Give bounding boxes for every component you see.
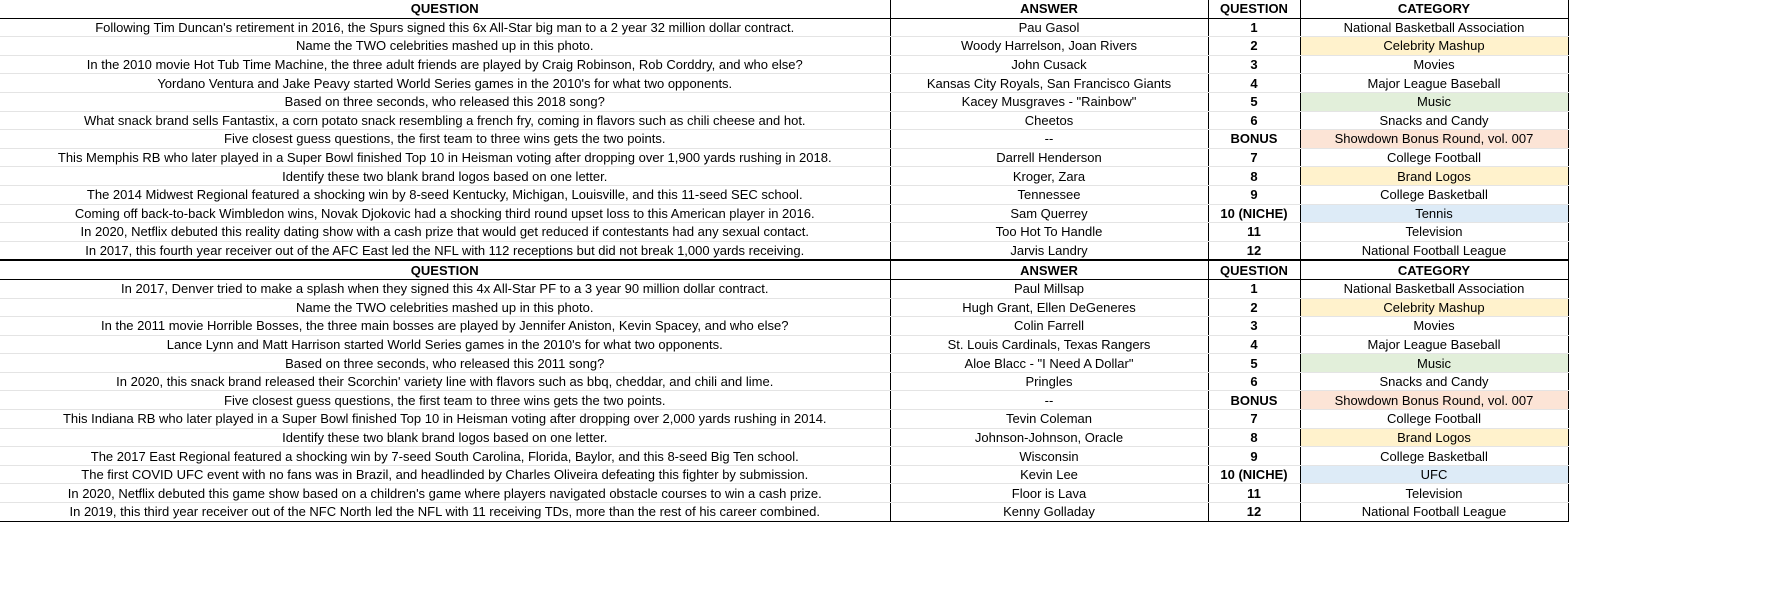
category-cell[interactable]: Snacks and Candy [1300,111,1568,130]
question-cell[interactable]: In the 2010 movie Hot Tub Time Machine, the three adult friends are played by Craig Robinson, Rob Corddry, and who else? [0,55,890,74]
table-row [0,484,1568,503]
question-number-cell[interactable]: 2 [1208,37,1300,56]
category-cell[interactable]: Music [1300,92,1568,111]
question-cell[interactable]: This Indiana RB who later played in a Super Bowl finished Top 10 in Heisman voting after dropping over 2,000 yards rushing in 2014. [0,410,890,429]
answer-cell[interactable]: Hugh Grant, Ellen DeGeneres [890,298,1208,317]
question-number-cell[interactable]: 3 [1208,55,1300,74]
table-row [0,130,1568,149]
answer-cell[interactable]: Pringles [890,372,1208,391]
question-cell[interactable]: Five closest guess questions, the first team to three wins gets the two points. [0,391,890,410]
question-cell[interactable]: Identify these two blank brand logos based on one letter. [0,167,890,186]
category-cell[interactable]: Music [1300,354,1568,373]
question-cell[interactable]: Coming off back-to-back Wimbledon wins, Novak Djokovic had a shocking third round upset loss to this American player in 2016. [0,204,890,223]
question-number-cell[interactable]: 9 [1208,447,1300,466]
question-cell[interactable]: Yordano Ventura and Jake Peavy started World Series games in the 2010's for what two opponents. [0,74,890,93]
answer-cell[interactable]: Jarvis Landry [890,241,1208,260]
answer-cell[interactable]: Kenny Golladay [890,503,1208,522]
header-row [0,260,1568,279]
question-number-cell[interactable]: 9 [1208,185,1300,204]
table-row [0,167,1568,186]
question-number-cell[interactable]: 11 [1208,484,1300,503]
question-number-cell[interactable]: 6 [1208,111,1300,130]
question-cell[interactable]: In 2020, Netflix debuted this game show based on a children's game where players navigated obstacle courses to win a cash prize. [0,484,890,503]
question-cell[interactable]: In the 2011 movie Horrible Bosses, the three main bosses are played by Jennifer Aniston, Kevin Spacey, and who else? [0,317,890,336]
answer-cell[interactable]: Woody Harrelson, Joan Rivers [890,37,1208,56]
column-header[interactable]: QUESTION [0,260,890,279]
table-row [0,354,1568,373]
table-row [0,428,1568,447]
question-cell[interactable]: The 2017 East Regional featured a shocking win by 7-seed South Carolina, Florida, Baylor, and this 8-seed Big Ten school. [0,447,890,466]
table-row [0,335,1568,354]
question-cell[interactable]: In 2017, this fourth year receiver out of the AFC East led the NFL with 112 receptions but did not break 1,000 yards receiving. [0,241,890,260]
category-cell[interactable]: Major League Baseball [1300,74,1568,93]
answer-cell[interactable]: Too Hot To Handle [890,223,1208,242]
category-cell[interactable]: Major League Baseball [1300,335,1568,354]
category-cell[interactable]: Celebrity Mashup [1300,298,1568,317]
question-cell[interactable]: In 2020, Netflix debuted this reality dating show with a cash prize that would get reduced if contestants had any sexual contact. [0,223,890,242]
question-number-cell[interactable]: 10 (NICHE) [1208,465,1300,484]
category-cell[interactable]: Tennis [1300,204,1568,223]
category-cell[interactable]: National Football League [1300,241,1568,260]
table-row [0,55,1568,74]
category-cell[interactable]: National Basketball Association [1300,279,1568,298]
category-cell[interactable]: Movies [1300,317,1568,336]
answer-cell[interactable]: Wisconsin [890,447,1208,466]
category-cell[interactable]: Brand Logos [1300,167,1568,186]
answer-cell[interactable]: John Cusack [890,55,1208,74]
question-number-cell[interactable]: 7 [1208,148,1300,167]
answer-cell[interactable]: Pau Gasol [890,18,1208,37]
category-cell[interactable]: Television [1300,484,1568,503]
answer-cell[interactable]: Floor is Lava [890,484,1208,503]
answer-cell[interactable]: Tennessee [890,185,1208,204]
question-cell[interactable]: In 2020, this snack brand released their Scorchin' variety line with flavors such as bbq, cheddar, and chili and lime. [0,372,890,391]
table-row [0,447,1568,466]
answer-cell[interactable]: Cheetos [890,111,1208,130]
question-cell[interactable]: In 2017, Denver tried to make a splash when they signed this 4x All-Star PF to a 3 year 90 million dollar contract. [0,279,890,298]
table-row [0,74,1568,93]
table-row [0,37,1568,56]
answer-cell[interactable]: Johnson-Johnson, Oracle [890,428,1208,447]
category-cell[interactable]: Showdown Bonus Round, vol. 007 [1300,130,1568,149]
column-header[interactable]: QUESTION [1208,260,1300,279]
header-row [0,0,1568,18]
table-row [0,298,1568,317]
question-number-cell[interactable]: 8 [1208,167,1300,186]
category-cell[interactable]: College Football [1300,148,1568,167]
table-row [0,223,1568,242]
answer-cell[interactable]: -- [890,130,1208,149]
category-cell[interactable]: Showdown Bonus Round, vol. 007 [1300,391,1568,410]
question-number-cell[interactable]: 11 [1208,223,1300,242]
question-number-cell[interactable]: 5 [1208,354,1300,373]
table-row [0,92,1568,111]
column-header[interactable]: CATEGORY [1300,0,1568,18]
table-row [0,503,1568,522]
question-cell[interactable]: What snack brand sells Fantastix, a corn potato snack resembling a french fry, coming in flavors such as chili cheese and hot. [0,111,890,130]
table-row [0,204,1568,223]
category-cell[interactable]: Celebrity Mashup [1300,37,1568,56]
table-row [0,111,1568,130]
answer-cell[interactable]: Kacey Musgraves - "Rainbow" [890,92,1208,111]
question-number-cell[interactable]: 1 [1208,279,1300,298]
question-number-cell[interactable]: 12 [1208,241,1300,260]
table-row [0,18,1568,37]
answer-cell[interactable]: Colin Farrell [890,317,1208,336]
question-number-cell[interactable]: 8 [1208,428,1300,447]
table-row [0,465,1568,484]
table-row [0,279,1568,298]
category-cell[interactable]: Snacks and Candy [1300,372,1568,391]
table-row [0,372,1568,391]
question-number-cell[interactable]: 4 [1208,335,1300,354]
question-number-cell[interactable]: 1 [1208,18,1300,37]
column-header[interactable]: ANSWER [890,0,1208,18]
question-cell[interactable]: Name the TWO celebrities mashed up in this photo. [0,298,890,317]
table-row [0,148,1568,167]
question-number-cell[interactable]: 4 [1208,74,1300,93]
question-number-cell[interactable]: BONUS [1208,391,1300,410]
answer-cell[interactable]: Tevin Coleman [890,410,1208,429]
category-cell[interactable]: Movies [1300,55,1568,74]
table-row [0,391,1568,410]
question-number-cell[interactable]: 3 [1208,317,1300,336]
category-cell[interactable]: College Basketball [1300,447,1568,466]
table-row [0,410,1568,429]
question-number-cell[interactable]: 5 [1208,92,1300,111]
category-cell[interactable]: Television [1300,223,1568,242]
category-cell[interactable]: College Football [1300,410,1568,429]
answer-cell[interactable]: St. Louis Cardinals, Texas Rangers [890,335,1208,354]
answer-cell[interactable]: Kevin Lee [890,465,1208,484]
question-number-cell[interactable]: BONUS [1208,130,1300,149]
column-header[interactable]: CATEGORY [1300,260,1568,279]
question-cell[interactable]: Five closest guess questions, the first team to three wins gets the two points. [0,130,890,149]
answer-cell[interactable]: Sam Querrey [890,204,1208,223]
question-number-cell[interactable]: 2 [1208,298,1300,317]
table-row [0,185,1568,204]
answer-cell[interactable]: -- [890,391,1208,410]
column-header[interactable]: QUESTION [0,0,890,18]
question-number-cell[interactable]: 6 [1208,372,1300,391]
category-cell[interactable]: UFC [1300,465,1568,484]
answer-cell[interactable]: Paul Millsap [890,279,1208,298]
category-cell[interactable]: National Football League [1300,503,1568,522]
answer-cell[interactable]: Aloe Blacc - "I Need A Dollar" [890,354,1208,373]
table-row [0,241,1568,260]
question-cell[interactable]: The 2014 Midwest Regional featured a shocking win by 8-seed Kentucky, Michigan, Louisville, and this 11-seed SEC school. [0,185,890,204]
question-number-cell[interactable]: 12 [1208,503,1300,522]
category-cell[interactable]: National Basketball Association [1300,18,1568,37]
question-number-cell[interactable]: 7 [1208,410,1300,429]
question-cell[interactable]: This Memphis RB who later played in a Super Bowl finished Top 10 in Heisman voting after dropping over 1,900 yards rushing in 2018. [0,148,890,167]
answer-cell[interactable]: Kroger, Zara [890,167,1208,186]
answer-cell[interactable]: Darrell Henderson [890,148,1208,167]
question-number-cell[interactable]: 10 (NICHE) [1208,204,1300,223]
column-header[interactable]: ANSWER [890,260,1208,279]
question-cell[interactable]: Name the TWO celebrities mashed up in this photo. [0,37,890,56]
question-cell[interactable]: Based on three seconds, who released this 2011 song? [0,354,890,373]
table-row [0,317,1568,336]
category-cell[interactable]: Brand Logos [1300,428,1568,447]
question-cell[interactable]: Identify these two blank brand logos based on one letter. [0,428,890,447]
category-cell[interactable]: College Basketball [1300,185,1568,204]
column-header[interactable]: QUESTION [1208,0,1300,18]
answer-cell[interactable]: Kansas City Royals, San Francisco Giants [890,74,1208,93]
question-cell[interactable]: The first COVID UFC event with no fans was in Brazil, and headlinded by Charles Oliveira defeating this fighter by submission. [0,465,890,484]
question-cell[interactable]: Lance Lynn and Matt Harrison started World Series games in the 2010's for what two opponents. [0,335,890,354]
question-cell[interactable]: Following Tim Duncan's retirement in 2016, the Spurs signed this 6x All-Star big man to a 2 year 32 million dollar contract. [0,18,890,37]
question-cell[interactable]: Based on three seconds, who released this 2018 song? [0,92,890,111]
question-cell[interactable]: In 2019, this third year receiver out of the NFC North led the NFL with 11 receiving TDs, more than the rest of his career combined. [0,503,890,522]
